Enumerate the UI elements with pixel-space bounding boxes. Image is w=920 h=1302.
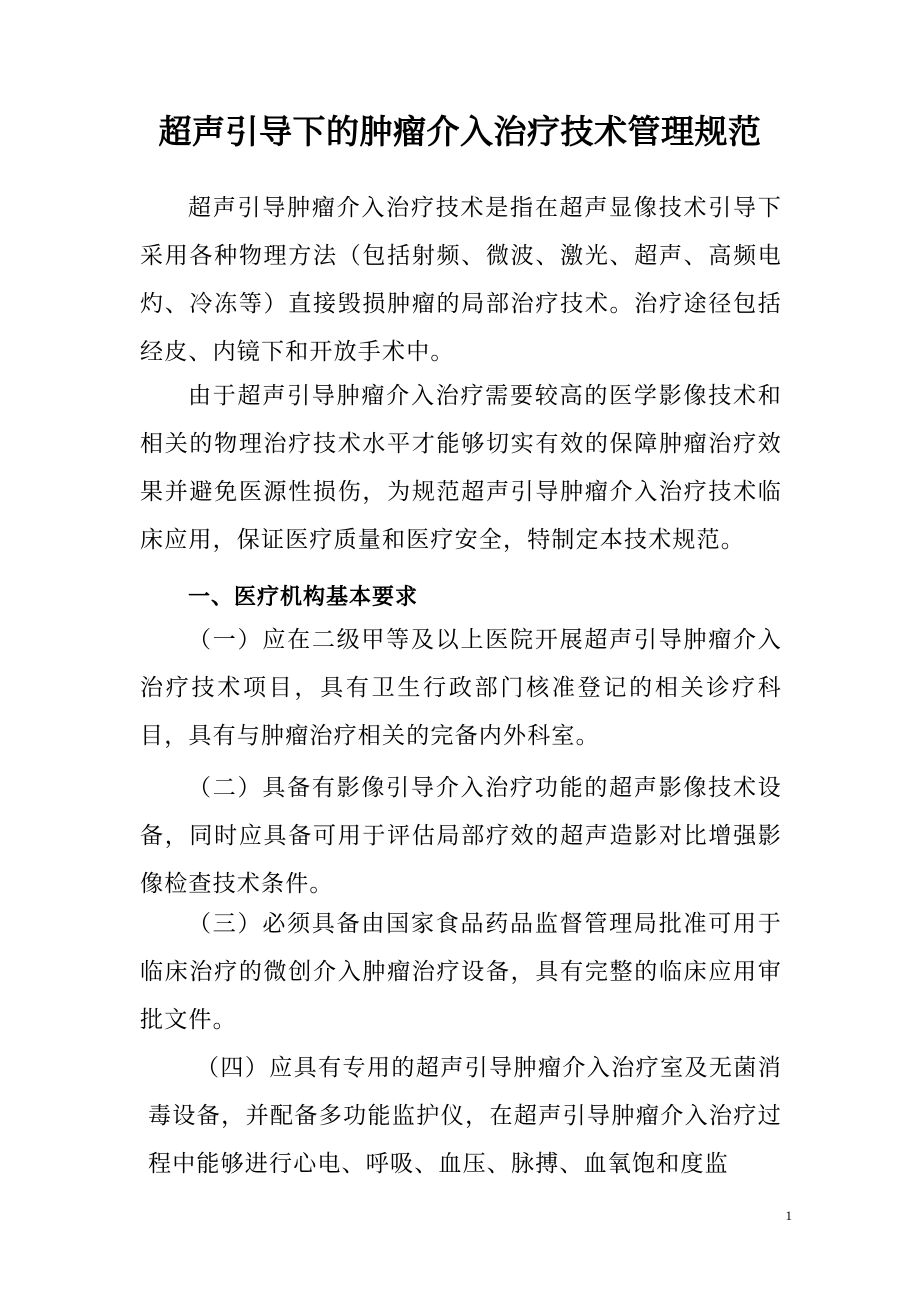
document-title: 超声引导下的肿瘤介入治疗技术管理规范 xyxy=(158,112,762,151)
section-item-2: （二）具备有影像引导介入治疗功能的超声影像技术设备，同时应具备可用于评估局部疗效的超声造影对比增强影像检查技术条件。 xyxy=(140,775,782,897)
page-number: 1 xyxy=(785,1208,792,1223)
section-heading: 一、医疗机构基本要求 xyxy=(188,585,419,610)
intro-paragraph: 超声引导肿瘤介入治疗技术是指在超声显像技术引导下采用各种物理方法（包括射频、微波、激光、超声、高频电灼、冷冻等）直接毁损肿瘤的局部治疗技术。治疗途径包括经皮、内镜下和开放手术中。 xyxy=(140,195,782,365)
section-item-1: （一）应在二级甲等及以上医院开展超声引导肿瘤介入治疗技术项目，具有卫生行政部门核准登记的相关诊疗科目，具有与肿瘤治疗相关的完备内外科室。 xyxy=(140,627,782,749)
section-item-3: （三）必须具备由国家食品药品监督管理局批准可用于临床治疗的微创介入肿瘤治疗设备，具有完整的临床应用审批文件。 xyxy=(140,911,782,1033)
purpose-paragraph: 由于超声引导肿瘤介入治疗需要较高的医学影像技术和相关的物理治疗技术水平才能够切实有效的保障肿瘤治疗效果并避免医源性损伤，为规范超声引导肿瘤介入治疗技术临床应用，保证医疗质量和医疗安全，特制定本技术规范。 xyxy=(140,383,782,553)
section-item-4: （四）应具有专用的超声引导肿瘤介入治疗室及无菌消毒设备，并配备多功能监护仪，在超声引导肿瘤介入治疗过程中能够进行心电、呼吸、血压、脉搏、血氧饱和度监 xyxy=(148,1055,782,1177)
